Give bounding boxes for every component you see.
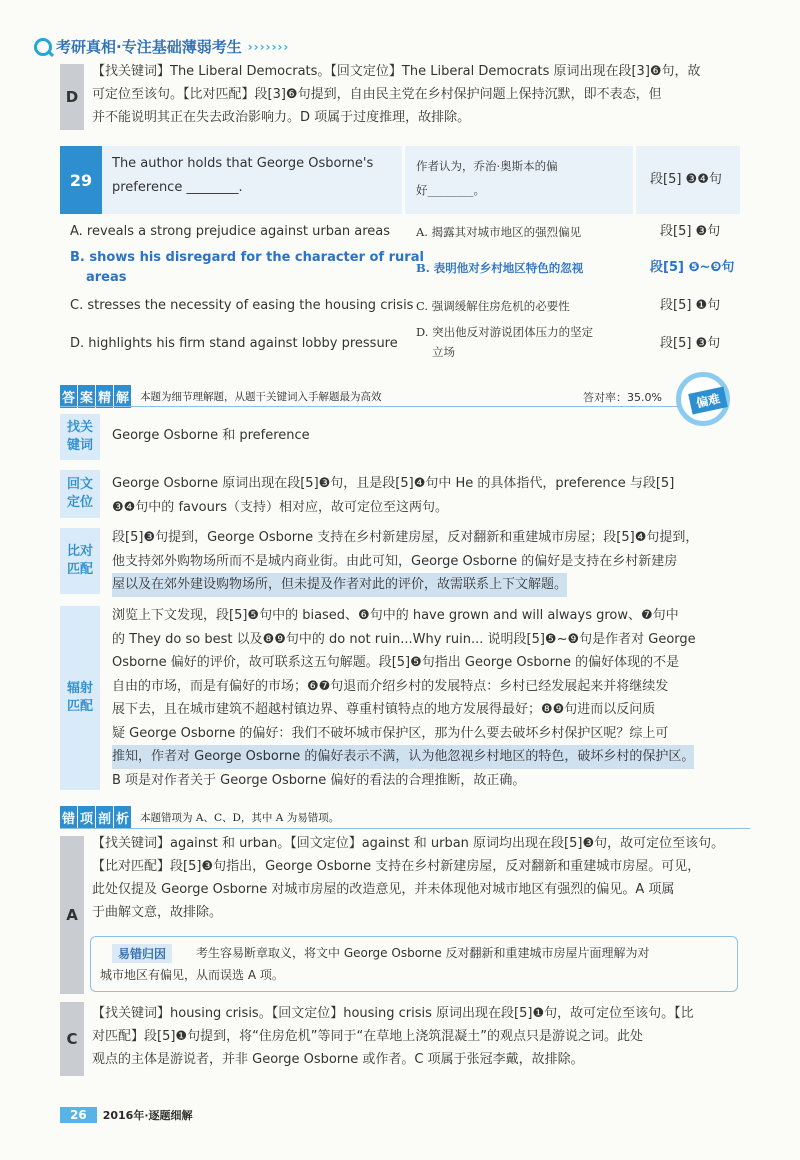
- wrong-tag: 错: [60, 806, 77, 829]
- step-label-line: 辐射: [66, 681, 93, 696]
- error-tip-line: 考生容易断章取义，将文中 George Osborne 反对翻新和重建城市房屋片面理解为对: [196, 946, 650, 960]
- correct-rate: 答对率：35.0%: [583, 391, 662, 404]
- wrong-c-line: 观点的主体是游说者，并非 George Osborne 或作者。C 项属于张冠李戴，故排除。: [92, 1052, 584, 1067]
- option-d-line: 可定位至该句。【比对匹配】段[3]❻句提到，自由民主党在乡村保护问题上保持沉默，即不表态，但: [92, 87, 662, 102]
- question-ref: 段[5] ❸❹句: [650, 172, 722, 187]
- step-line: 段[5]❸句提到，George Osborne 支持在乡村新建房屋，反对翻新和重建城市房屋；段[5]❹句提到，: [112, 530, 699, 545]
- step-find-keywords-label: [60, 414, 100, 460]
- wrong-c-text: [92, 1002, 694, 1071]
- wrong-a-line: 【比对匹配】段[5]❸句指出，George Osborne 支持在乡村新建房屋，反对翻新和重建城市房屋。可见，: [92, 859, 701, 874]
- difficulty-label: 偏难: [688, 386, 728, 414]
- footer-text: 2016年·逐题细解: [102, 1109, 193, 1122]
- step-line: Osborne 偏好的评价，故可联系这五句解题。段[5]❺句指出 George Osborne 的偏好体现的不是: [112, 655, 680, 670]
- option-a-cn: A. 揭露其对城市地区的强烈偏见: [416, 225, 582, 239]
- error-tip-label: 易错归因: [112, 944, 172, 963]
- wrong-c-letter: C: [60, 1002, 84, 1076]
- step-label-line: 找关: [66, 420, 93, 435]
- step-compare-label: [60, 528, 100, 594]
- step-label-line: 比对: [66, 544, 93, 559]
- step-line: 的 They do so best 以及❽❾句中的 do not ruin...Why ruin... 说明段[5]❺~❾句是作者对 George: [112, 631, 696, 647]
- wrong-a-line: 此处仅提及 George Osborne 对城市房屋的改造意见，并未体现他对城市地区有强烈的偏见。A 项属: [92, 882, 675, 897]
- step-locate-label: [60, 470, 100, 518]
- step-line: 浏览上下文发现，段[5]❺句中的 biased、❻句中的 have grown and will always grow、❼句中: [112, 608, 679, 623]
- step-line: B 项是对作者关于 George Osborne 偏好的看法的合理推断，故正确。: [112, 772, 526, 788]
- step-label-line: 回文: [66, 477, 93, 492]
- analysis-tag: 精: [96, 385, 113, 408]
- header-arrows: ›››››››: [247, 39, 290, 54]
- wrong-c-line: 对匹配】段[5]❶句提到，将“住房危机”等同于“在草地上浇筑混凝土”的观点只是游说之词。此处: [92, 1029, 644, 1044]
- wrong-c-line: 【找关键词】housing crisis。【回文定位】housing crisis 原词出现在段[5]❶句，故可定位至该句。【比: [92, 1006, 694, 1021]
- wrong-a-line: 【找关键词】against 和 urban。【回文定位】against 和 urban 原词均出现在段[5]❸句，故可定位至该句。: [92, 836, 725, 851]
- step-line: 推知，作者对 George Osborne 的偏好表示不满，认为他忽视乡村地区的特色，破坏乡村的保护区。: [112, 745, 694, 769]
- analysis-tag: 案: [78, 385, 95, 408]
- header-title: 考研真相·专注基础薄弱考生: [56, 38, 242, 56]
- step-label-line: 匹配: [66, 699, 93, 714]
- wrong-a-text: [92, 832, 724, 924]
- wrong-note: 本题错项为 A、C、D，其中 A 为易错项。: [140, 812, 340, 824]
- step-line: 他支持郊外购物场所而不是城内商业街。由此可知，George Osborne 的偏好是支持在乡村新建房: [112, 553, 678, 569]
- wrong-a-line: 于曲解文意，故排除。: [92, 905, 223, 920]
- option-d-en: D. highlights his firm stand against lobby pressure: [70, 336, 398, 351]
- stem-line: The author holds that George Osborne's: [112, 156, 374, 171]
- analysis-tag: 解: [114, 385, 131, 408]
- step-label-line: 键词: [66, 438, 93, 453]
- question-stem-cn: [416, 154, 558, 202]
- option-a-en: A. reveals a strong prejudice against urban areas: [70, 224, 391, 239]
- option-b-en-line: areas: [86, 270, 127, 285]
- wrong-tag: 剖: [96, 806, 113, 829]
- step-label-line: 定位: [66, 495, 93, 510]
- step-compare-text: [112, 526, 698, 597]
- option-b-ref: 段[5] ❺~❾句: [650, 260, 735, 275]
- option-d-cn-line: 立场: [432, 345, 455, 359]
- step-line: 展下去，且在城市建筑不超越村镇边界、尊重村镇特点的地方发展得最好；❽❾句进而以反问质: [112, 702, 656, 717]
- step-line: 疑 George Osborne 的偏好：我们不破坏城市保护区，那为什么要去破坏乡村保护区呢？综上可: [112, 725, 669, 741]
- option-d-line: 【找关键词】The Liberal Democrats。【回文定位】The Liberal Democrats 原词出现在段[3]❻句，故: [92, 64, 701, 79]
- divider: [60, 828, 750, 829]
- step-radiate-label: [60, 606, 100, 790]
- divider: [60, 406, 680, 407]
- step-radiate-text: [112, 604, 696, 792]
- step-find-keywords-text: [112, 424, 310, 448]
- step-line: 自由的市场，而是有偏好的市场；❻❼句退而介绍乡村的发展特点：乡村已经发展起来并将继续发: [112, 678, 669, 694]
- wrong-tag: 项: [78, 806, 95, 829]
- option-d-cn: [416, 322, 593, 362]
- stem-cn-line: 好________。: [416, 183, 485, 197]
- option-d-cn-line: D. 突出他反对游说团体压力的坚定: [416, 325, 594, 339]
- stem-cn-line: 作者认为，乔治·奥斯本的偏: [416, 159, 558, 173]
- stem-line: preference ________.: [112, 180, 243, 195]
- step-line: ❸❹句中的 favours（支持）相对应，故可定位至这两句。: [112, 499, 448, 515]
- option-b-en-line: B. shows his disregard for the character of rural: [70, 250, 424, 265]
- step-label-line: 匹配: [66, 562, 93, 577]
- option-d-line: 并不能说明其正在失去政治影响力。D 项属于过度推理，故排除。: [92, 110, 471, 125]
- page-footer: [60, 1107, 193, 1123]
- step-locate-text: [112, 472, 674, 519]
- option-c-cn: C. 强调缓解住房危机的必要性: [416, 299, 570, 313]
- running-header: [34, 36, 289, 57]
- magnifier-logo-icon: [34, 38, 52, 56]
- step-line: George Osborne 和 preference: [112, 428, 310, 443]
- option-a-ref: 段[5] ❸句: [660, 224, 721, 239]
- option-b-cn: B. 表明他对乡村地区特色的忽视: [416, 261, 584, 275]
- analysis-tag: 答: [60, 385, 77, 408]
- option-d-ref: 段[5] ❸句: [660, 336, 721, 351]
- wrong-banner: [60, 806, 339, 829]
- question-number: 29: [60, 146, 102, 214]
- question-stem-en: [112, 152, 373, 200]
- option-c-ref: 段[5] ❶句: [660, 298, 721, 313]
- analysis-banner: [60, 385, 382, 408]
- error-tip-line: 城市地区有偏见，从而误选 A 项。: [100, 968, 284, 982]
- wrong-a-letter: A: [60, 836, 84, 994]
- analysis-note: 本题为细节理解题，从题干关键词入手解题最为高效: [140, 391, 382, 403]
- page-number: 26: [60, 1107, 97, 1123]
- option-b-en: [70, 248, 424, 288]
- option-d-text: [92, 60, 701, 129]
- wrong-tag: 析: [114, 806, 131, 829]
- option-c-en: C. stresses the necessity of easing the housing crisis: [70, 298, 414, 313]
- step-line: George Osborne 原词出现在段[5]❸句，且是段[5]❹句中 He 的具体指代，preference 与段[5]: [112, 476, 675, 491]
- option-d-letter: D: [60, 64, 84, 130]
- step-line: 屋以及在郊外建设购物场所，但未提及作者对此的评价，故需联系上下文解题。: [112, 573, 567, 597]
